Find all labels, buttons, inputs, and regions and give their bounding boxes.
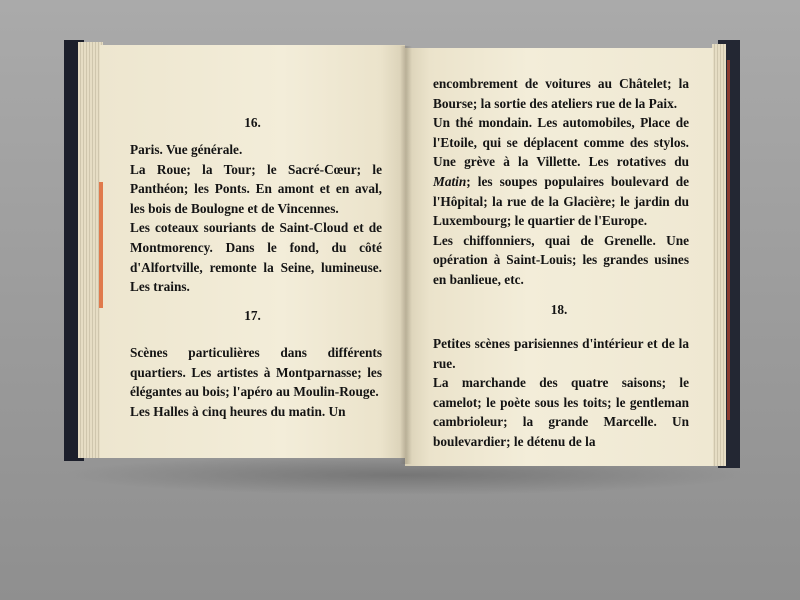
section-number-16: 16. xyxy=(244,115,261,130)
page-edges-right xyxy=(712,44,726,466)
paragraph: La Roue; la Tour; le Sacré-Cœur; le Panthéon; les Ponts. En amont et en aval, les bois de Boulogne et de Vincennes. xyxy=(130,161,382,216)
italic-newspaper-title: Matin xyxy=(433,173,467,189)
paragraph: La marchande des quatre saisons; le camelot; le poète sous les toits; le gentleman cambrioleur; la grande Marcelle. Un boulevardier; le détenu de la xyxy=(433,375,689,449)
paragraph: Scènes particulières dans différents quartiers. Les artistes à Montparnasse; les élégantes au bois; l'apéro au Moulin-Rouge. xyxy=(130,345,382,400)
orange-ribbon-marker xyxy=(99,182,103,308)
paragraph: Les chiffonniers, quai de Grenelle. Une opération à Saint-Louis; les grandes usines en banlieue, etc. xyxy=(433,232,689,287)
section-17-text xyxy=(130,343,382,421)
right-page xyxy=(405,48,713,466)
left-page xyxy=(100,45,405,458)
section-16-text xyxy=(130,140,382,297)
paragraph-matin: Un thé mondain. Les automobiles, Place de l'Etoile, qui se déplacent comme des stylos. Une grève à la Villette. Les rotatives du Matin; les soupes populaires boulevard de l'Hôpital; la rue de la Glacière; le jardin du Luxembourg; le quartier de l'Europe. xyxy=(433,115,689,229)
paragraph: Paris. Vue générale. xyxy=(130,142,243,157)
paragraph: Les Halles à cinq heures du matin. Un xyxy=(130,403,346,419)
book-gutter xyxy=(400,46,412,464)
section-18-text xyxy=(433,334,689,452)
paragraph: Les coteaux souriants de Saint-Cloud et de Montmorency. Dans le fond, du côté d'Alfortville, remonte la Seine, lumineuse. Les trains. xyxy=(130,220,382,295)
section-number-18: 18. xyxy=(550,302,568,317)
paragraph: Petites scènes parisiennes d'intérieur et de la rue. xyxy=(433,336,689,371)
paragraph: encombrement de voitures au Châtelet; la Bourse; la sortie des ateliers rue de la Paix. xyxy=(433,76,689,111)
continuation-text xyxy=(433,74,689,290)
bookmark-ribbon xyxy=(727,60,730,420)
section-number-17: 17. xyxy=(244,308,261,323)
